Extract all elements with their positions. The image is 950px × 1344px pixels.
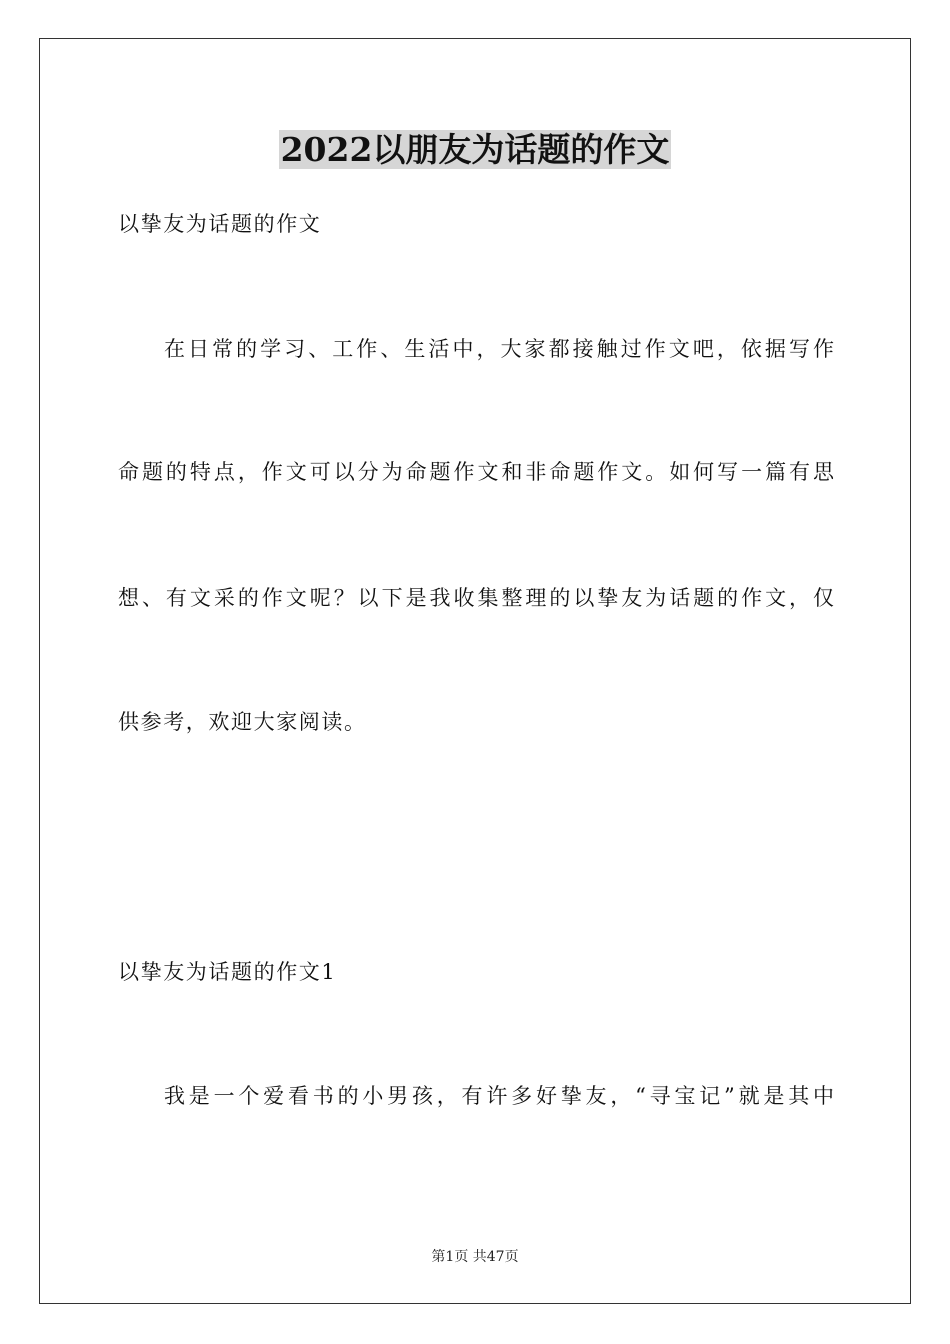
page-footer: 第1页 共47页 — [431, 1249, 519, 1265]
intro-line-4: 供参考，欢迎大家阅读。 — [118, 710, 367, 734]
section-line-1: 我是一个爱看书的小男孩，有许多好挚友，“寻宝记”就是其中 — [164, 1084, 834, 1108]
intro-line-2: 命题的特点，作文可以分为命题作文和非命题作文。如何写一篇有思 — [118, 460, 834, 484]
intro-line-3: 想、有文采的作文呢？以下是我收集整理的以挚友为话题的作文，仅 — [118, 586, 834, 610]
document-subtitle: 以挚友为话题的作文 — [118, 212, 322, 236]
document-title — [0, 128, 950, 172]
document-title-text: 2022以朋友为话题的作文 — [280, 130, 670, 169]
section-heading: 以挚友为话题的作文1 — [118, 960, 337, 984]
intro-line-1: 在日常的学习、工作、生活中，大家都接触过作文吧，依据写作 — [164, 337, 834, 361]
